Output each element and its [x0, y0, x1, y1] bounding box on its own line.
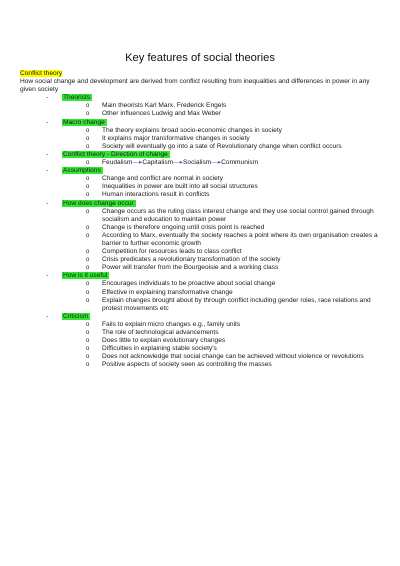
list-item: o Power will transfer from the Bourgeoisie and a working class	[86, 264, 279, 272]
list-item: o Crisis predicates a revolutionary transformation of the society	[86, 256, 281, 264]
bullet-list	[20, 208, 382, 273]
list-item: o Difficulties in explaining stable society's	[86, 345, 217, 353]
list-item: o Change occurs as the ruling class interest change and they use social control gained through socialism and education to maintain power	[86, 207, 374, 223]
circle-bullet-icon: o	[86, 160, 90, 167]
section-label: Assumptions	[63, 167, 101, 175]
section-header	[20, 119, 382, 127]
list-item: o Effective in explaining transformative change	[86, 288, 233, 296]
section-theorists	[20, 94, 382, 118]
bullet-list	[20, 102, 382, 118]
arrow-right-icon: —▸	[173, 159, 184, 167]
bullet-list	[20, 127, 382, 151]
list-item: o The role of technological advancements	[86, 329, 219, 336]
list-item: o Encourages individuals to be proactive about social change	[86, 280, 276, 288]
list-item: o Competition for resources leads to class conflict	[86, 248, 242, 256]
list-item: o Inequalities in power are built into all social structures	[86, 183, 258, 191]
document-body	[20, 70, 382, 369]
circle-bullet-icon: o	[86, 111, 90, 118]
circle-bullet-icon: o	[86, 127, 90, 134]
circle-bullet-icon: o	[86, 135, 90, 142]
bullet-list	[20, 159, 382, 167]
list-item: o Other influences Ludwig and Max Weber	[86, 110, 221, 118]
circle-bullet-icon: o	[86, 232, 90, 239]
section-label: Theorists	[63, 94, 91, 102]
section-heading	[20, 70, 382, 78]
list-item: o Human interactions result in conflicts	[86, 191, 210, 199]
arrow-right-icon: —▸	[132, 159, 143, 167]
bullet-list	[20, 321, 382, 370]
bullet-list	[20, 175, 382, 199]
circle-bullet-icon: o	[86, 354, 90, 361]
circle-bullet-icon: o	[86, 192, 90, 199]
list-item: o Positive aspects of society seen as controlling the masses	[86, 361, 272, 369]
dash-bullet: -	[46, 167, 49, 175]
section-header	[20, 200, 382, 208]
circle-bullet-icon: o	[86, 321, 90, 328]
arrow-right-icon: —▸	[211, 159, 222, 167]
circle-bullet-icon: o	[86, 338, 90, 345]
circle-bullet-icon: o	[86, 184, 90, 191]
circle-bullet-icon: o	[86, 362, 90, 369]
list-item: o It explains major transformative changes in society	[86, 134, 250, 142]
section-header	[20, 151, 382, 159]
dash-bullet: -	[46, 94, 49, 102]
chain-step: Feudalism	[102, 159, 133, 167]
section-header	[20, 272, 382, 280]
conflict-theory-heading: Conflict theory	[20, 70, 63, 77]
section-label: How is it useful	[63, 272, 108, 280]
circle-bullet-icon: o	[86, 289, 90, 296]
section-label: Conflict theory - Direction of change	[63, 150, 168, 158]
circle-bullet-icon: o	[86, 224, 90, 231]
circle-bullet-icon: o	[86, 103, 90, 110]
circle-bullet-icon: o	[86, 143, 90, 150]
intro-paragraph: How social change and development are derived from conflict resulting from inequalities and differences in power in any given society	[20, 78, 370, 94]
circle-bullet-icon: o	[86, 281, 90, 288]
direction-chain	[20, 159, 382, 167]
list-item: o Change and conflict are normal in society	[86, 175, 223, 183]
section-assumptions	[20, 167, 382, 199]
circle-bullet-icon: o	[86, 330, 90, 336]
circle-bullet-icon: o	[86, 257, 90, 264]
dash-bullet: -	[46, 272, 49, 280]
circle-bullet-icon: o	[86, 265, 90, 272]
circle-bullet-icon: o	[86, 208, 90, 215]
circle-bullet-icon: o	[86, 249, 90, 256]
circle-bullet-icon: o	[86, 346, 90, 353]
list-item: o Does little to explain evolutionary changes	[86, 337, 226, 345]
section-header	[20, 313, 382, 321]
section-label: How does change occur	[63, 199, 134, 207]
list-item: o According to Marx, eventually the society reaches a point where its own organisation creates a barrier to further economic growth	[86, 231, 378, 247]
circle-bullet-icon: o	[86, 176, 90, 183]
section-label: Criticism	[63, 312, 89, 320]
circle-bullet-icon: o	[86, 297, 90, 304]
section-macro-change	[20, 119, 382, 151]
list-item: o Fails to explain micro changes e.g., family units	[86, 320, 241, 328]
section-criticism	[20, 313, 382, 370]
dash-bullet: -	[46, 199, 49, 207]
section-label: Macro change	[63, 118, 105, 126]
section-header	[20, 94, 382, 102]
list-item: o Does not acknowledge that social change can be achieved without violence or revolutions	[86, 353, 364, 361]
list-item: o Explain changes brought about by through conflict including gender roles, race relations and protest movements etc	[86, 296, 371, 312]
section-how-useful	[20, 272, 382, 312]
bullet-list	[20, 280, 382, 312]
section-how-change-occurs	[20, 200, 382, 273]
list-item: o Society will eventually go into a sate of Revolutionary change when conflict occurs	[86, 142, 342, 150]
dash-bullet: -	[46, 312, 49, 320]
list-item: o Change is therefore ongoing until crisis point is reached	[86, 223, 265, 231]
chain-step: Communism	[221, 159, 259, 167]
dash-bullet: -	[46, 150, 49, 158]
dash-bullet: -	[46, 118, 49, 126]
section-direction-of-change	[20, 151, 382, 167]
chain-step: Socialism	[183, 159, 212, 167]
list-item: o The theory explains broad socio-economic changes in society	[86, 126, 282, 134]
list-item: o Main theorists Karl Marx, Frederick Engels	[86, 102, 227, 110]
section-header	[20, 167, 382, 175]
page-title: Key features of social theories	[125, 52, 275, 64]
chain-step: Capitalism	[142, 159, 174, 167]
